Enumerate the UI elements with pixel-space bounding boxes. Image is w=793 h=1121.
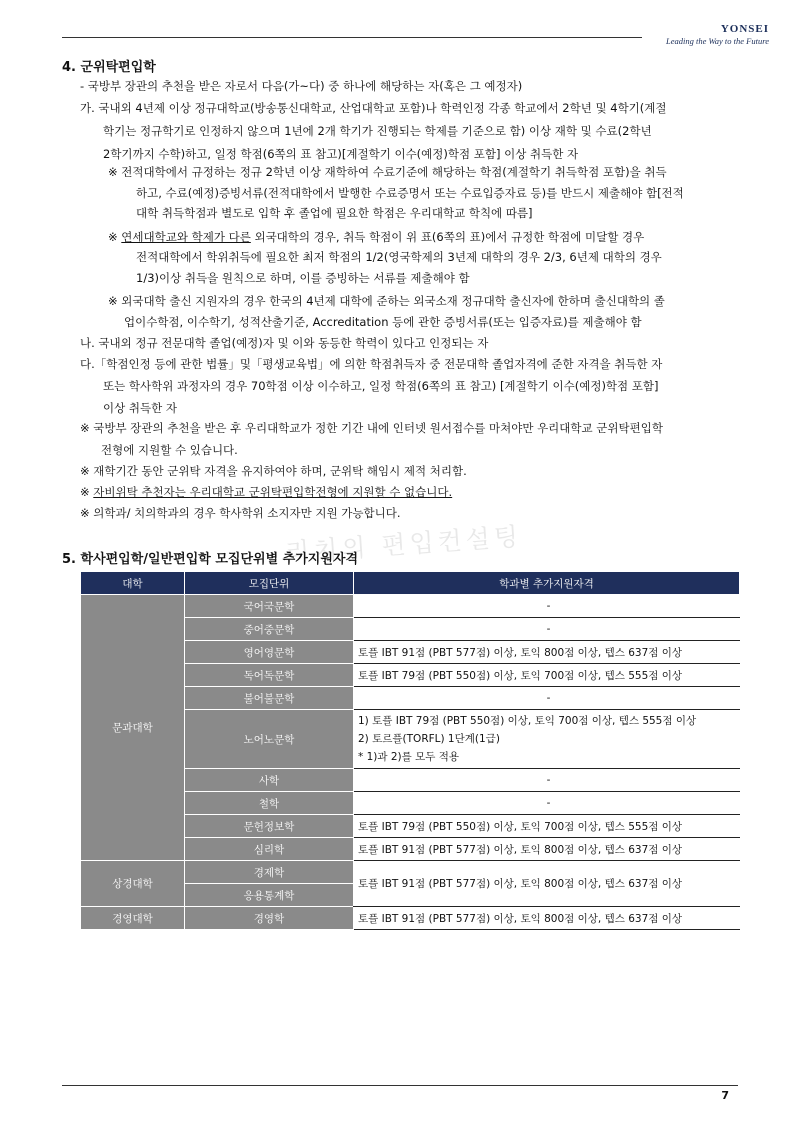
section4-title: 4. 군위탁편입학 <box>62 60 156 75</box>
dept-cell: 심리학 <box>185 838 354 861</box>
section4-line: ※ 국방부 장관의 추천을 받은 후 우리대학교가 정한 기간 내에 인터넷 원서접수를 마쳐야만 우리대학교 군위탁편입학 <box>80 421 663 435</box>
section4-line <box>80 485 452 500</box>
section5-title: 5. 학사편입학/일반편입학 모집단위별 추가지원자격 <box>62 552 359 567</box>
req-cell: 토플 IBT 91점 (PBT 577점) 이상, 토익 800점 이상, 텝스 637점 이상 <box>354 907 740 930</box>
dept-cell: 경영학 <box>185 907 354 930</box>
section4-line: 학기는 정규학기로 인정하지 않으며 1년에 2개 학기가 진행되는 학제를 기준으로 함) 이상 재학 및 수료(2학년 <box>103 124 652 138</box>
header-college: 대학 <box>81 572 185 595</box>
dept-cell: 영어영문학 <box>185 641 354 664</box>
dept-cell: 철학 <box>185 792 354 815</box>
table-header-row <box>81 572 740 595</box>
footer-rule <box>62 1085 738 1086</box>
underlined-text: 연세대학교와 학제가 다른 <box>121 230 251 244</box>
dept-cell: 독어독문학 <box>185 664 354 687</box>
dept-cell: 노어노문학 <box>185 710 354 769</box>
dept-cell: 국어국문학 <box>185 595 354 618</box>
req-cell: 토플 IBT 91점 (PBT 577점) 이상, 토익 800점 이상, 텝스 637점 이상 <box>354 838 740 861</box>
dept-cell: 경제학 <box>185 861 354 884</box>
req-cell: 토플 IBT 79점 (PBT 550점) 이상, 토익 700점 이상, 텝스 555점 이상 <box>354 664 740 687</box>
dept-cell: 응용통계학 <box>185 884 354 907</box>
req-cell: - <box>354 595 740 618</box>
req-cell: - <box>354 769 740 792</box>
line-text: 외국대학의 경우, 취득 학점이 위 표(6쪽의 표)에서 규정한 학점에 미달할 경우 <box>250 230 645 244</box>
dept-cell: 문헌정보학 <box>185 815 354 838</box>
section4-line: ※ 전적대학에서 규정하는 정규 2학년 이상 재학하여 수료기준에 해당하는 학점(계절학기 취득학점 포함)을 취득 <box>108 165 667 179</box>
requirements-table <box>80 571 740 930</box>
section4-line: ※ 의학과/ 치의학과의 경우 학사학위 소지자만 지원 가능합니다. <box>80 506 401 520</box>
req-line: * 1)과 2)를 모두 적용 <box>358 751 460 763</box>
logo-tagline: Leading the Way to the Future <box>665 36 769 46</box>
yonsei-logo <box>666 23 769 46</box>
section4-line: ※ 외국대학 출신 지원자의 경우 한국의 4년제 대학에 준하는 외국소재 정규대학 출신자에 한하며 출신대학의 졸 <box>108 294 665 308</box>
table-row <box>81 861 740 884</box>
section4-line: 대학 취득학점과 별도로 입학 후 졸업에 필요한 학점은 우리대학교 학칙에 따름] <box>136 206 533 220</box>
logo-name: YONSEI <box>720 23 769 35</box>
section4-line: 가. 국내외 4년제 이상 정규대학교(방송통신대학교, 산업대학교 포함)나 학력인정 각종 학교에서 2학년 및 4학기(계절 <box>80 101 667 115</box>
req-line: 2) 토르플(TORFL) 1단계(1급) <box>358 733 500 745</box>
header-requirement: 학과별 추가지원자격 <box>354 572 740 595</box>
section4-line: 하고, 수료(예정)증빙서류(전적대학에서 발행한 수료증명서 또는 수료입증자료 등)를 반드시 제출해야 함[전적 <box>136 186 684 200</box>
req-cell: - <box>354 618 740 641</box>
section4-line: 또는 학사학위 과정자의 경우 70학점 이상 이수하고, 일정 학점(6쪽의 표 참고) [계절학기 이수(예정)학점 포함] <box>103 379 659 393</box>
req-cell: - <box>354 792 740 815</box>
table-row <box>81 907 740 930</box>
section4-line: 전적대학에서 학위취득에 필요한 최저 학점의 1/2(영국학제의 3년제 대학의 경우 2/3, 6년제 대학의 경우 <box>136 250 662 264</box>
req-line: 1) 토플 IBT 79점 (PBT 550점) 이상, 토익 700점 이상, 텝스 555점 이상 <box>358 715 697 727</box>
note-mark: ※ <box>80 485 90 499</box>
req-cell: - <box>354 687 740 710</box>
college-cell: 상경대학 <box>81 861 185 907</box>
section4-line: 전형에 지원할 수 있습니다. <box>101 443 238 457</box>
underlined-text: 자비위탁 추천자는 우리대학교 군위탁편입학전형에 지원할 수 없습니다. <box>93 485 453 499</box>
dept-cell: 사학 <box>185 769 354 792</box>
section4-line: 2학기까지 수학)하고, 일정 학점(6쪽의 표 참고)[계절학기 이수(예정)학점 포함] 이상 취득한 자 <box>103 147 579 161</box>
section4-line: 1/3)이상 취득을 원칙으로 하며, 이를 증빙하는 서류를 제출해야 함 <box>136 271 470 285</box>
header-rule <box>62 37 642 38</box>
req-cell: 토플 IBT 79점 (PBT 550점) 이상, 토익 700점 이상, 텝스 555점 이상 <box>354 815 740 838</box>
dept-cell: 불어불문학 <box>185 687 354 710</box>
req-cell: 토플 IBT 91점 (PBT 577점) 이상, 토익 800점 이상, 텝스 637점 이상 <box>354 861 740 907</box>
section4-line <box>108 230 644 245</box>
section4-line: ※ 재학기간 동안 군위탁 자격을 유지하여야 하며, 군위탁 해임시 제적 처리함. <box>80 464 467 478</box>
section4-line: 이상 취득한 자 <box>103 401 177 415</box>
college-cell: 경영대학 <box>81 907 185 930</box>
section4-line: 업이수학점, 이수학기, 성적산출기준, Accreditation 등에 관한 증빙서류(또는 입증자료)를 제출해야 함 <box>124 315 642 329</box>
watermark: 리치의 편입컨설팅 <box>284 521 523 568</box>
req-cell-multiline <box>354 710 740 769</box>
section4-line: - 국방부 장관의 추천을 받은 자로서 다음(가~다) 중 하나에 해당하는 자(혹은 그 예정자) <box>80 79 523 93</box>
section4-line: 나. 국내외 정규 전문대학 졸업(예정)자 및 이와 동등한 학력이 있다고 인정되는 자 <box>80 336 489 350</box>
table-row <box>81 595 740 618</box>
note-mark: ※ <box>108 230 118 244</box>
page-number: 7 <box>721 1089 729 1102</box>
req-cell: 토플 IBT 91점 (PBT 577점) 이상, 토익 800점 이상, 텝스 637점 이상 <box>354 641 740 664</box>
header-department: 모집단위 <box>185 572 354 595</box>
college-cell: 문과대학 <box>81 595 185 861</box>
dept-cell: 중어중문학 <box>185 618 354 641</box>
section4-line: 다.「학점인정 등에 관한 법률」및「평생교육법」에 의한 학점취득자 중 전문대학 졸업자격에 준한 자격을 취득한 자 <box>80 357 663 371</box>
